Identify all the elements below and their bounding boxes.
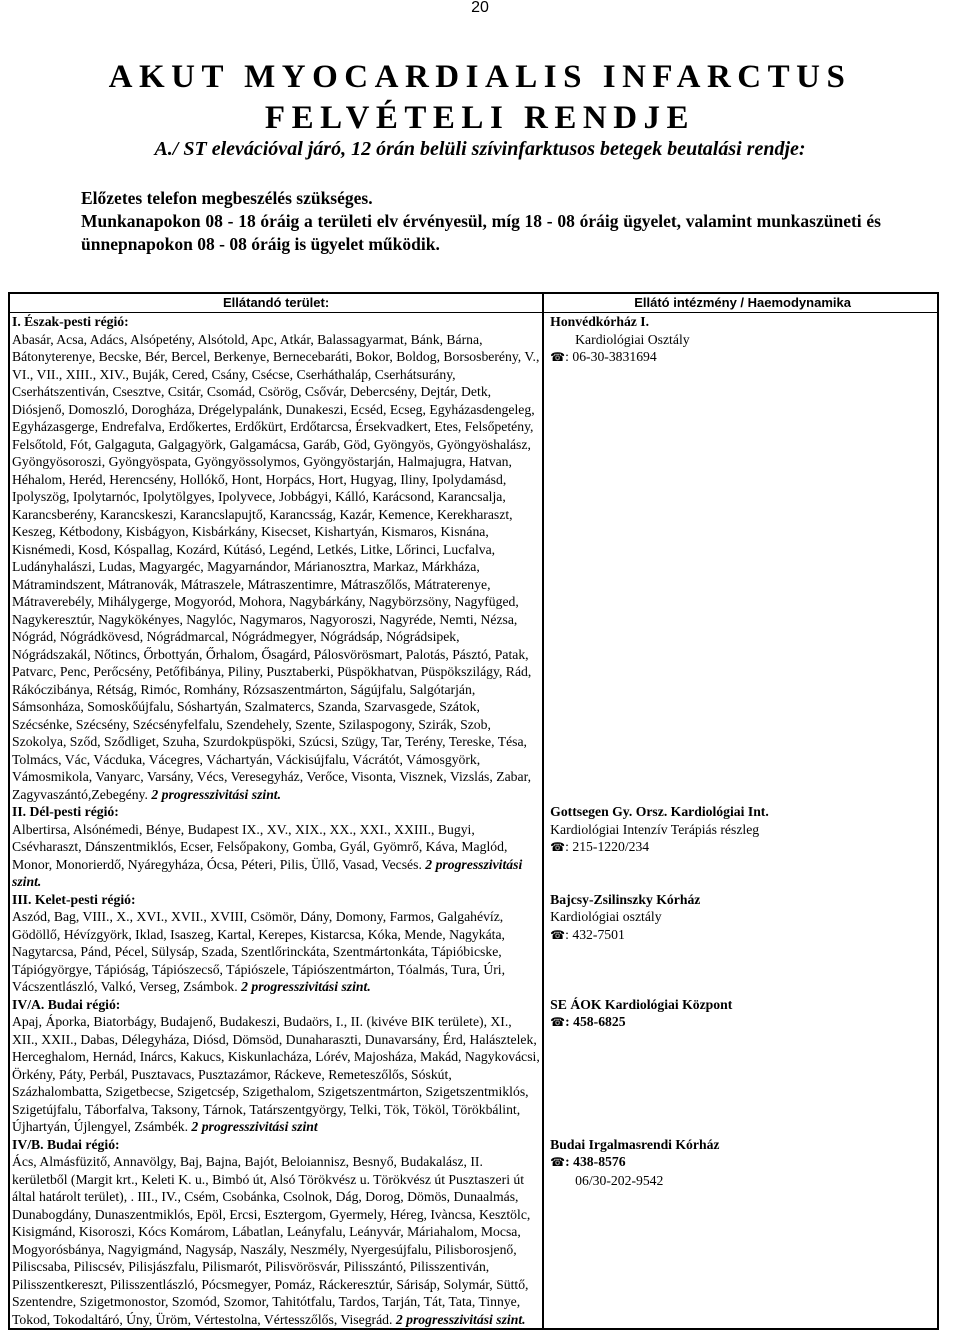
area-list: Abasár, Acsa, Adács, Alsópetény, Alsótold, Apc, Atkár, Balassagyarmat, Bánk, Bárna, Bátonyterenye, Becske, Bér, Bercel, Berkenye, Bernecebaráti, Bokor, Boldog, Borsosberény, V., VI., VII., XIII., XIV., Buják, Cered, Csány, Csécse, Cserháthaláp, Cserhátsurány, Cserhátszentiván, Csesztve, Csitár, Csomád, Csörög, Csővár, Debercsény, Dejtár, Detk, Diósjenő, Domoszló, Dorogháza, Drégelypalánk, Dunakeszi, Ecséd, Ecseg, Egyházasdengeleg, Egyházasgerge, Endrefalva, Erdőkertes, Erdőkürt, Erdőtarcsa, Érsekvadkert, Etes, Felsőpetény, Felsőtold, Fót, Galgaguta, Galgagyörk, Galgamácsa, Garáb, Göd, Gyöngyös, Gyöngyöshalász, Gyöngyösoroszi, Gyöngyöspata, Gyöngyössolymos, Gyöngyöstarján, Halmajugra, Hatvan, Héhalom, Heréd, Herencsény, Hollókő, Hont, Horpács, Hort, Hugyag, Iliny, Ipolydamásd, Ipolyszög, Ipolytarnóc, Ipolytölgyes, Ipolyvece, Jobbágyi, Kálló, Karácsond, Karancsalja, Karancsberény, Karancskeszi, Karancslapujtő, Karancsság, Kazár, Kemence, Kerekharaszt, Keszeg, Kétbodony, Kisbágyon, Kisbárkány, Kisecset, Kishartyán, Kismaros, Kisnána, Kisnémedi, Kosd, Kóspallag, Kozárd, Kútásó, Legénd, Letkés, Litke, Lőrinci, Lucfalva, Ludányhalászi, Ludas, Magyargéc, Magyarnándor, Márianosztra, Markaz, Márkháza, Mátramindszent, Mátranovák, Mátraszele, Mátraszentimre, Mátraszőlős, Mátraterenye, Mátraverebély, Mihálygerge, Mogyoród, Mohora, Nagybárkány, Nagybörzsöny, Nagyfüged, Nagykeresztúr, Nagykökényes, Nagylóc, Nagymaros, Nagyoroszi, Nagyréde, Nemti, Nézsa, Nógrád, Nógrádkövesd, Nógrádmarcal, Nógrádmegyer, Nógrádsáp, Nógrádsipek, Nógrádszakál, Nőtincs, Őrbottyán, Őrhalom, Ősagárd, Pálosvörösmart, Palotás, Pásztó, Patak, Patvarc, Penc, Perőcsény, Petőfibánya, Piliny, Pusztaberki, Püspökhatvan, Püspökszilágy, Rád, Rákóczibánya, Rétság, Rimóc, Romhány, Rózsaszentmárton, Ságújfalu, Salgótarján, Sámsonháza, Somoskőújfalu, Sóshartyán, Szalmatercs, Szanda, Szarvasgede, Szátok, Szécsénke, Szécsény, Szécsényfelfalu, Szendehely, Szente, Szilaspogony, Szirák, Szob, Szokolya, Sződ, Sződliget, Szuha, Szurdokpüspöki, Szúcsi, Szügy, Tar, Terény, Tereske, Tésa, Tolmács, Vác, Vácduka, Vácegres, Váchartyán, Váckisújfalu, Vácrátót, Vámosgyörk, Vámosmikola, Vanyarc, Varsány, Vécs, Veresegyház, Verőce, Visonta, Visznek, Vizslás, Zabar, Zagyvaszántó,Zebegény. (12, 331, 540, 802)
institution-name: Honvédkórház I. (550, 314, 650, 329)
table-row (9, 313, 938, 804)
progressivity-level: 2 progresszivitási szint (191, 1119, 318, 1134)
institution-cell (543, 891, 938, 996)
telephone-icon: ☎ (550, 1015, 566, 1029)
progressivity-level: 2 progresszivitási szint. (395, 1311, 526, 1327)
document-title-line2: FELVÉTELI RENDJE (264, 100, 696, 136)
area-cell (9, 313, 543, 804)
table-row (9, 996, 938, 1136)
institution-department: Kardiológiai Intenzív Terápiás részleg (550, 821, 760, 837)
intro-block (81, 187, 881, 256)
intro-line-1: Előzetes telefon megbeszélés szükséges. (81, 188, 373, 208)
header-institution: Ellátó intézmény / Haemodynamika (543, 293, 938, 313)
header-area: Ellátandó terület: (9, 293, 543, 313)
progressivity-level: 2 progresszivitási szint. (151, 786, 282, 802)
institution-phone-secondary: 06/30-202-9542 (575, 1172, 664, 1188)
page-number: 20 (471, 0, 489, 16)
intro-line-2: Munkanapokon 08 - 18 óráig a területi elv érvényesül, míg 18 - 08 óráig ügyelet, valamint munkaszüneti és ünnepnapokon 08 - 08 óráig is ügyelet működik. (81, 211, 881, 254)
region-name: II. Dél-pesti régió: (12, 804, 119, 819)
area-list: Albertirsa, Alsónémedi, Bénye, Budapest IX., XV., XIX., XX., XXI., XXIII., Bugyi, Csévharaszt, Dánszentmiklós, Ecser, Felsőpakony, Gomba, Gyál, Gyömrő, Káva, Maglód, Monor, Monorierdő, Nyáregyháza, Ócsa, Péteri, Pilis, Üllő, Vasad, Vecsés. (12, 821, 508, 872)
area-cell (9, 1136, 543, 1330)
institution-name: Budai Irgalmasrendi Kórház (550, 1136, 720, 1152)
document-subtitle: A./ ST elevációval járó, 12 órán belüli szívinfarktusos betegek beutalási rendje: (154, 138, 806, 160)
area-list: Ács, Almásfüzitő, Annavölgy, Baj, Bajna, Bajót, Beloiannisz, Besnyő, Budakalász, II. kerületből (Margit krt., Keleti K. u., Bimbó út, Alsó Törökvész u. Törökvész út Pusztaszeri út által határolt terület), . III., IV., Csém, Csobánka, Csolnok, Dág, Dorog, Dömös, Dunaalmás, Dunabogdány, Dunaszentmiklós, Epöl, Ercsi, Esztergom, Gyermely, Héreg, Ivàncsa, Kesztölc, Kisigmánd, Kisoroszi, Kócs Komárom, Lábatlan, Leányfalu, Leányvár, Máriahalom, Mocsa, Mogyorósbánya, Nagyigmánd, Nagysáp, Naszály, Neszmély, Nyergesújfalu, Pilisborosjenő, Piliscsaba, Piliscsév, Pilisjászfalu, Pilismarót, Pilisvörösvár, Pilisszántó, Pilisszentiván, Pilisszentkereszt, Pilisszentlászló, Pócsmegyer, Pomáz, Ráckeresztúr, Sárisáp, Solymár, Süttő, Szentendre, Szigetmonostor, Szomód, Szomor, Tahitótfalu, Tardos, Tarján, Tát, Tata, Tinnye, Tokod, Tokodaltáró, Úny, Üröm, Vértestolna, Vértesszőlős, Visegrád. (12, 1154, 531, 1327)
institution-department: Kardiológiai Osztály (575, 331, 690, 347)
institution-phone: : 06-30-3831694 (565, 349, 657, 364)
institution-department: Kardiológiai osztály (550, 909, 662, 924)
table-row (9, 803, 938, 891)
region-name: IV/A. Budai régió: (12, 996, 121, 1012)
region-name: IV/B. Budai régió: (12, 1136, 120, 1152)
area-list: Aszód, Bag, VIII., X., XVI., XVII., XVIII, Csömör, Dány, Domony, Farmos, Galgahévíz, Gödöllő, Hévízgyörk, Iklad, Isaszeg, Kartal, Kerepes, Kistarcsa, Kóka, Mende, Nagykáta, Nagytarcsa, Pánd, Pécel, Sülysáp, Szada, Szentlőrinckáta, Szentmártonkáta, Tápióbicske, Tápiógyörgye, Tápióság, Tápiószecső, Tápiószele, Tápiószentmárton, Tóalmás, Tura, Úri, Vácszentlászló, Valkó, Verseg, Zsámbok. (12, 909, 506, 994)
area-cell (9, 803, 543, 891)
institution-cell (543, 1136, 938, 1330)
telephone-icon: ☎ (550, 840, 566, 854)
area-cell (9, 996, 543, 1136)
telephone-icon: ☎ (550, 350, 566, 364)
area-cell (9, 891, 543, 996)
telephone-icon: ☎ (550, 1155, 566, 1169)
progressivity-level: 2 progresszivitási szint. (241, 979, 371, 994)
institution-phone: : 438-8576 (565, 1154, 626, 1169)
institution-phone: : 432-7501 (565, 926, 625, 942)
area-list: Apaj, Áporka, Biatorbágy, Budajenő, Budakeszi, Budaörs, I., II. (kivéve BIK területe), XI., XII., XXII., Dabas, Délegyháza, Diósd, Dömsöd, Dunaharaszti, Dunavarsány, Érd, Halásztelek, Herceghalom, Hernád, Inárcs, Kakucs, Kiskunlacháza, Lórév, Majosháza, Makád, Nagykovácsi, Örkény, Páty, Perbál, Pusztavacs, Pusztazámor, Ráckeve, Remeteszőlős, Sóskút, Százhalombatta, Szigetbecse, Szigetcsép, Szigethalom, Szigetszentmárton, Szigetszentmiklós, Szigetújfalu, Táborfalva, Taksony, Tárnok, Tatárszentgyörgy, Telki, Tök, Tököl, Törökbálint, Újhartyán, Újlengyel, Zsámbék. (12, 1014, 540, 1134)
institution-cell (543, 803, 938, 891)
region-name: I. Észak-pesti régió: (12, 314, 129, 329)
progressivity-level: 2 progresszivitási szint. (12, 856, 523, 889)
table-row (9, 1136, 938, 1330)
region-name: III. Kelet-pesti régió: (12, 891, 136, 907)
institution-name: Gottsegen Gy. Orsz. Kardiológiai Int. (550, 804, 769, 819)
referral-table (8, 292, 939, 1330)
institution-name: SE ÁOK Kardiológiai Központ (550, 996, 733, 1012)
institution-cell (543, 996, 938, 1136)
table-header-row (9, 293, 938, 313)
telephone-icon: ☎ (550, 927, 566, 942)
institution-phone: : 458-6825 (565, 1014, 626, 1029)
institution-cell (543, 313, 938, 804)
table-row (9, 891, 938, 996)
institution-name: Bajcsy-Zsilinszky Kórház (550, 891, 701, 907)
document-title: AKUT MYOCARDIALIS INFARCTUS (108, 59, 852, 95)
institution-phone: : 215-1220/234 (565, 839, 650, 854)
